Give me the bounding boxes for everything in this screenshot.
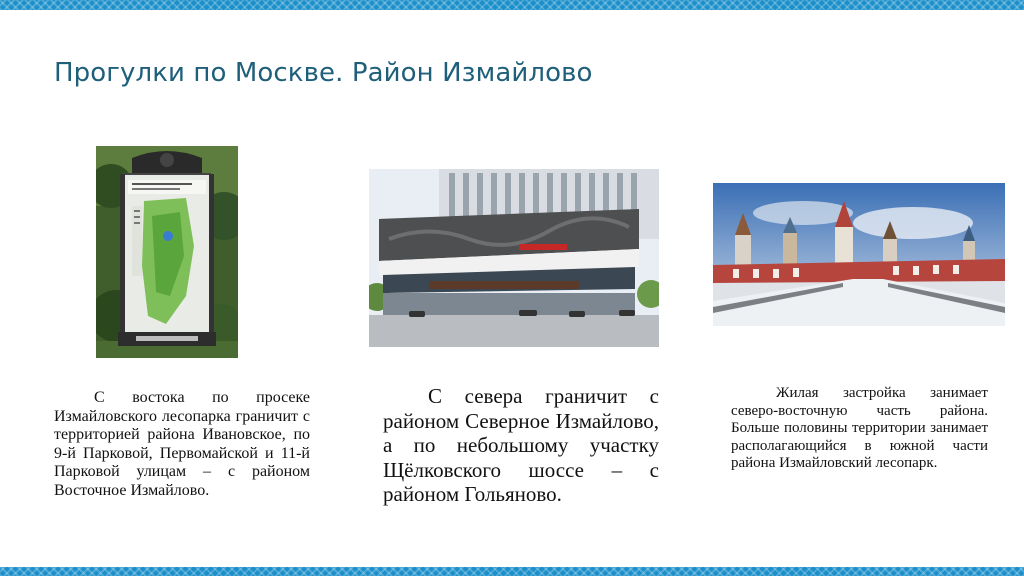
- concert-hall-building-photo: [369, 169, 659, 347]
- column-text-east: С востока по просеке Измайловского лесопарка граничит с территорией района Ивановское, по 9-й Парковой, Первомайской и 11-й Парковой улицам – с районом Восточное Измайлово.: [54, 389, 310, 499]
- column-text-north: С севера граничит с районом Северное Измайлово, а по небольшому участку Щёлковского шоссе – с районом Гольяново.: [383, 384, 659, 506]
- top-decorative-band: [0, 0, 1024, 10]
- slide-title: Прогулки по Москве. Район Измайлово: [54, 58, 593, 88]
- bottom-decorative-band: [0, 567, 1024, 576]
- izmailovo-kremlin-photo: [713, 183, 1005, 326]
- park-map-board-photo: [96, 146, 238, 358]
- column-text-residential: Жилая застройка занимает северо-восточную часть района. Больше половины территории занимает располагающийся в южной части района Измайловский лесопарк.: [731, 385, 988, 471]
